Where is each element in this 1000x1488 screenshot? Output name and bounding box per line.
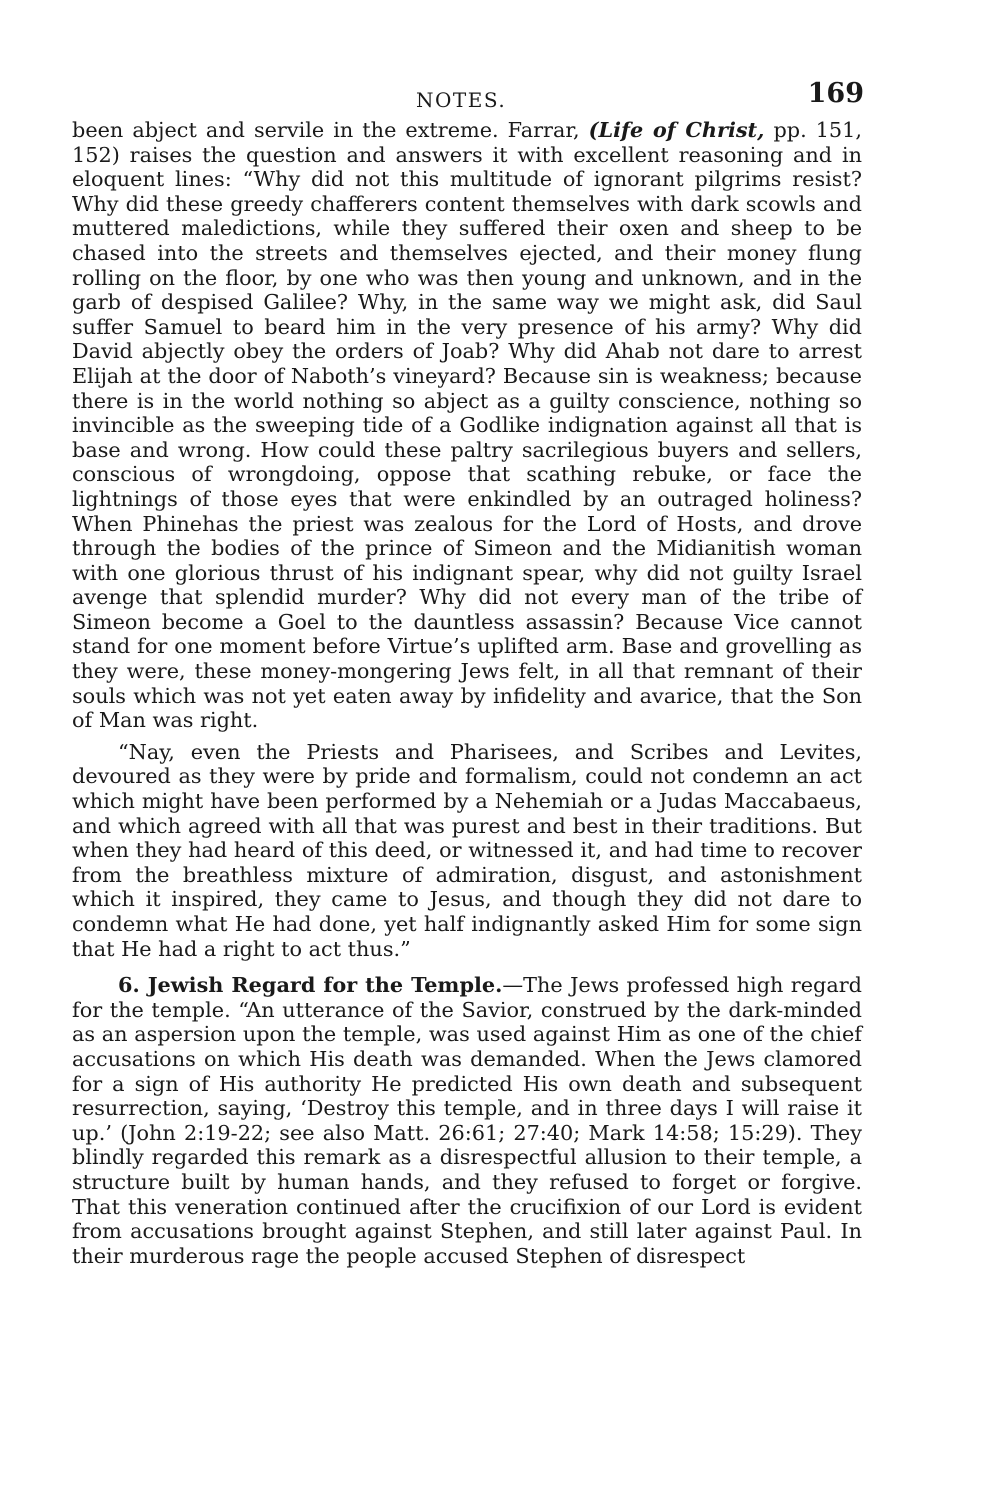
paragraph-lead: been abject and servile in the extreme. Farrar, — [72, 118, 589, 142]
section-body: —The Jews professed high regard for the temple. “An utterance of the Savior, construed by the dark-minded as an aspersion upon the temple, was used against Him as one of the chief accusations on which His death was demanded. When the Jews clamored for a sign of His authority He predicted His own death and subsequent resurrection, saying, ‘Destroy this temple, and in three days I will raise it up.’ (John 2:19-22; see also Matt. 26:61; 27:40; Mark 14:58; 15:29). They blindly regarded this remark as a disrespectful allusion to their temple, a structure built by human hands, and they refused to forget or forgive. That this veneration continued after the crucifixion of our Lord is evident from accusations brought against Stephen, and still later against Paul. In their murderous rage the people accused Stephen of disrespect — [72, 973, 862, 1268]
book-citation: (Life of Christ, — [588, 117, 765, 142]
paragraph-body: pp. 151, 152) raises the question and answers it with excellent reasoning and in eloquent lines: “Why did not this multitude of ignorant pilgrims resist? Why did these greedy chafferers content themselves with dark scowls and muttered maledictions, while they suffered their oxen and sheep to be chased into the streets and themselves ejected, and their money flung rolling on the floor, by one who was then young and unknown, and in the garb of despised Galilee? Why, in the same way we might ask, did Saul suffer Samuel to beard him in the very presence of his army? Why did David abjectly obey the orders of Joab? Why did Ahab not dare to arrest Elijah at the door of Naboth’s vineyard? Because sin is weakness; because there is in the world nothing so abject as a guilty conscience, nothing so invincible as the sweeping tide of a Godlike indignation against all that is base and wrong. How could these paltry sacrilegious buyers and sellers, conscious of wrongdoing, oppose that scathing rebuke, or face the lightnings of those eyes that were enkindled by an outraged holiness? When Phinehas the priest was zealous for the Lord of Hosts, and drove through the bodies of the prince of Simeon and the Midianitish woman with one glorious thrust of his indignant spear, why did not guilty Israel avenge that splendid murder? Why did not every man of the tribe of Simeon become a Goel to the dauntless assassin? Because Vice cannot stand for one moment before Virtue’s uplifted arm. Base and grovelling as they were, these money-mongering Jews felt, in all that remnant of their souls which was not yet eaten away by infidelity and avarice, that the Son of Man was right. — [72, 118, 862, 733]
section-heading: 6. Jewish Regard for the Temple. — [118, 972, 503, 998]
quote-paragraph: “Nay, even the Priests and Pharisees, and Scribes and Levites, devoured as they were by pride and formalism, could not condemn an act which might have been performed by a Nehemiah or a Judas Maccabaeus, and which agreed with all that was purest and best in their traditions. But when they had heard of this deed, or witnessed it, and had time to recover from the breathless mixture of admiration, disgust, and astonishment which it inspired, they came to Jesus, and though they did not dare to condemn what He had done, yet half indignantly asked Him for some sign that He had a right to act thus.” — [72, 739, 862, 961]
section-paragraph — [72, 973, 862, 1268]
page-header — [72, 78, 862, 118]
page-number: 169 — [807, 78, 864, 109]
body-text — [72, 118, 862, 1268]
paragraph-continuation — [72, 118, 862, 733]
running-head: NOTES. — [416, 88, 507, 112]
